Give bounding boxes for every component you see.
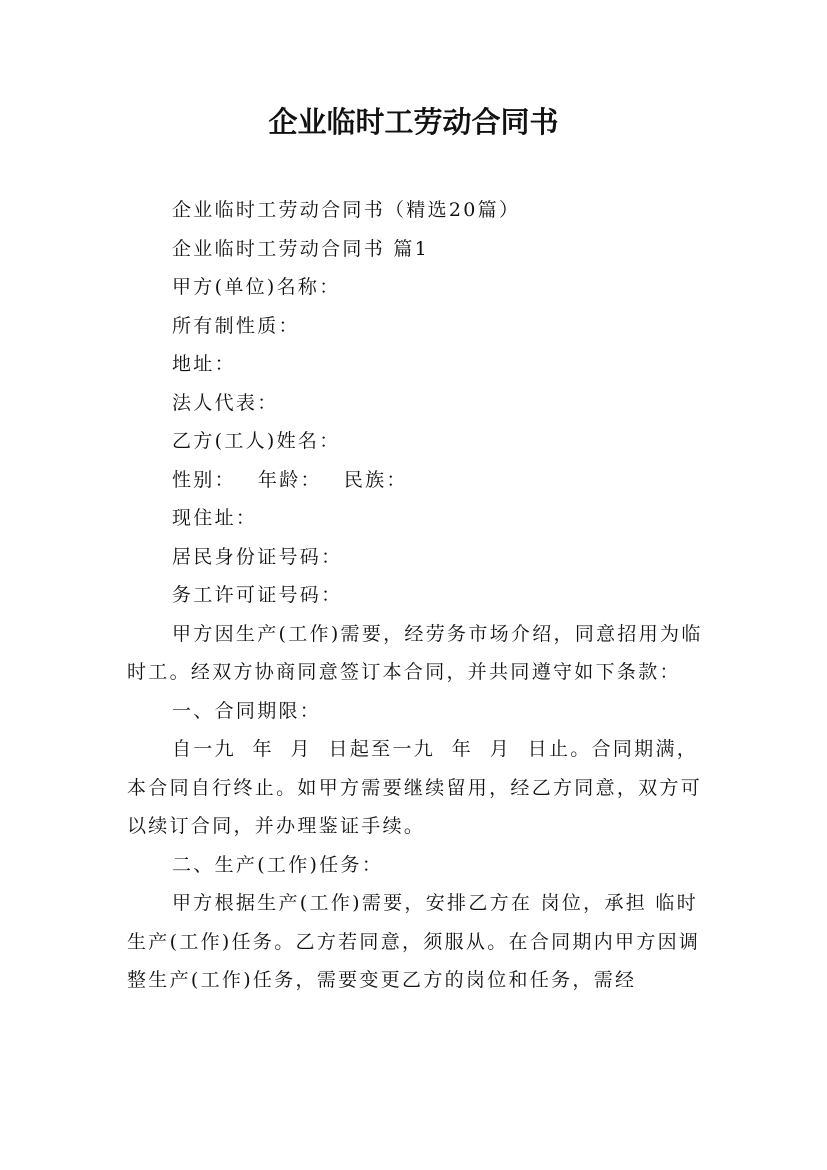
party-b-name-label: 乙方(工人)姓名： bbox=[172, 430, 341, 452]
preamble-paragraph: 甲方因生产(工作)需要，经劳务市场介绍，同意招用为临时工。经双方协商同意签订本合同，并共同遵守如下条款： bbox=[127, 622, 703, 683]
party-a-name-label: 甲方(单位)名称： bbox=[172, 276, 341, 298]
age-label: 年龄： bbox=[257, 468, 322, 491]
legal-rep-label: 法人代表： bbox=[172, 391, 279, 414]
document-title: 企业临时工劳动合同书 bbox=[268, 105, 559, 139]
section-1-heading: 一、合同期限： bbox=[172, 699, 322, 722]
address-label: 地址： bbox=[172, 353, 236, 375]
subtitle: 企业临时工劳动合同书（精选20篇） bbox=[172, 199, 521, 221]
section-1-paragraph: 自一九 年 月 日起至一九 年 月 日止。合同期满，本合同自行终止。如甲方需要继续留用，经乙方同意，双方可以续订合同，并办理鉴证手续。 bbox=[127, 738, 703, 837]
ethnicity-label: 民族： bbox=[343, 468, 408, 491]
chapter-heading: 企业临时工劳动合同书 篇1 bbox=[172, 237, 430, 260]
residence-label: 现住址： bbox=[172, 507, 258, 529]
id-number-label: 居民身份证号码： bbox=[172, 545, 343, 568]
section-2-heading: 二、生产(工作)任务： bbox=[172, 853, 384, 876]
work-permit-label: 务工许可证号码： bbox=[172, 584, 343, 606]
gender-age-ethnicity-line bbox=[127, 461, 703, 500]
ownership-label: 所有制性质： bbox=[172, 314, 300, 337]
gender-label: 性别： bbox=[172, 468, 236, 491]
document-body bbox=[127, 191, 703, 1000]
section-2-paragraph: 甲方根据生产(工作)需要，安排乙方在 岗位，承担 临时生产(工作)任务。乙方若同意，须服从。在合同期内甲方因调整生产(工作)任务，需要变更乙方的岗位和任务，需经 bbox=[127, 892, 701, 991]
